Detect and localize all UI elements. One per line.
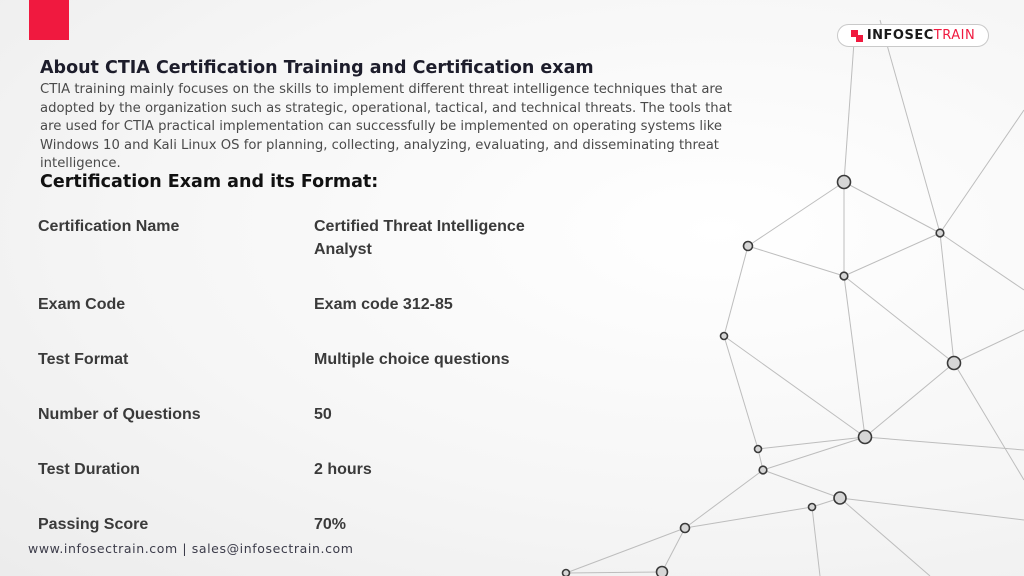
row-label: Passing Score — [38, 516, 149, 533]
row-value: 70% — [314, 516, 347, 533]
row-value: Certified Threat Intelligence Analyst — [314, 218, 525, 258]
row-value: Exam code 312-85 — [314, 296, 453, 313]
infosectrain-logo — [837, 24, 989, 47]
row-label: Certification Name — [38, 218, 180, 235]
logo-text-a: INFOSEC — [866, 28, 934, 43]
section-heading: Certification Exam and its Format: — [40, 172, 379, 192]
intro-paragraph: CTIA training mainly focuses on the skills to implement different threat intelligence techniques that are adopted by the organization such as strategic, operational, tactical, and technical threats. The tools that are used for CTIA practical implementation can successfully be implemented on operating systems like Windows 10 and Kali Linux OS for planning, collecting, analyzing, evaluating, and disseminating threat intelligence. — [40, 82, 732, 171]
row-label: Number of Questions — [38, 406, 201, 423]
footer-contact: www.infosectrain.com | sales@infosectrain.com — [28, 541, 354, 556]
row-value: Multiple choice questions — [314, 351, 510, 368]
row-value: 50 — [314, 406, 332, 423]
row-label: Test Format — [38, 351, 129, 368]
row-label: Test Duration — [38, 461, 140, 478]
logo-text — [867, 28, 975, 43]
row-value: 2 hours — [314, 461, 372, 478]
page-title: About CTIA Certification Training and Certification exam — [40, 58, 594, 78]
logo-mark-icon — [851, 30, 863, 42]
row-label: Exam Code — [38, 296, 126, 313]
logo-text-b: TRAIN — [933, 28, 976, 43]
